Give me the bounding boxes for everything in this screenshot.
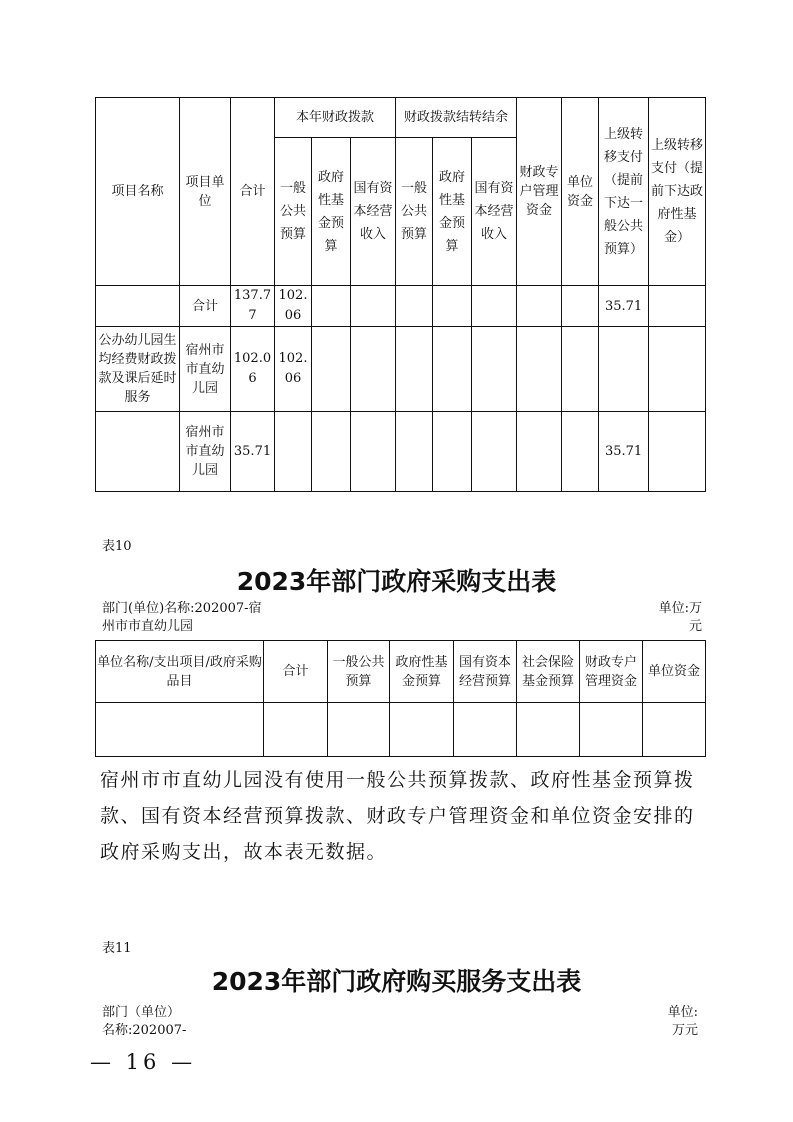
cell-transfer-general: 35.71 xyxy=(599,286,649,327)
header-gov-fund: 政府性基金预算 xyxy=(312,138,351,286)
cell-general-budget xyxy=(275,412,312,492)
department-label: 部门(单位)名称:202007-宿州市市直幼儿园 xyxy=(102,601,262,634)
page-number: — 16 — xyxy=(90,1050,197,1074)
cell-project-unit: 宿州市市直幼儿园 xyxy=(180,327,231,412)
unit-label-line1: 单位: xyxy=(667,1005,698,1020)
department-label-line1: 部门（单位） xyxy=(102,1005,181,1020)
header-state-capital: 国有资本经营收入 xyxy=(351,138,396,286)
header-social-insurance: 社会保险基金预算 xyxy=(517,641,580,703)
table-row xyxy=(96,327,706,412)
header-project-unit: 项目单位 xyxy=(180,98,231,286)
page-title: 2023年部门政府购买服务支出表 xyxy=(211,967,582,996)
header-special-fund: 财政专户管理资金 xyxy=(580,641,643,703)
header-gov-fund: 政府性基金预算 xyxy=(390,641,454,703)
cell-general-budget: 102.06 xyxy=(275,327,312,412)
cell-transfer-general: 35.71 xyxy=(599,412,649,492)
cell-general-budget: 102.06 xyxy=(275,286,312,327)
cell-project-name xyxy=(96,286,180,327)
header-carryover: 财政拨款结转结余 xyxy=(396,98,517,138)
department-label-line2: 名称:202007- xyxy=(102,1023,187,1038)
table-number: 表11 xyxy=(102,941,132,956)
header-special-fund: 财政专户管理资金 xyxy=(517,98,562,286)
header-state-capital-carryover: 国有资本经营收入 xyxy=(472,138,517,286)
cell-project-unit: 合计 xyxy=(180,286,231,327)
cell-total: 35.71 xyxy=(231,412,275,492)
header-gov-fund-carryover: 政府性基金预算 xyxy=(433,138,472,286)
header-unit-name: 单位名称/支出项目/政府采购品目 xyxy=(96,641,264,703)
cell-project-name: 公办幼儿园生均经费财政拨款及课后延时服务 xyxy=(96,327,180,412)
cell-total: 137.77 xyxy=(231,286,275,327)
procurement-table xyxy=(95,640,706,757)
cell-project-unit: 宿州市市直幼儿园 xyxy=(180,412,231,492)
table-row xyxy=(96,412,706,492)
table-number: 表10 xyxy=(102,539,132,554)
header-current-year-allocation: 本年财政拨款 xyxy=(275,98,396,138)
header-state-capital: 国有资本经营预算 xyxy=(454,641,517,703)
header-general-budget: 一般公共预算 xyxy=(275,138,312,286)
project-expenditure-table xyxy=(95,97,706,492)
header-unit-fund: 单位资金 xyxy=(562,98,599,286)
header-unit-fund: 单位资金 xyxy=(643,641,706,703)
cell-project-name xyxy=(96,412,180,492)
header-project-name: 项目名称 xyxy=(96,98,180,286)
no-data-note: 宿州市市直幼儿园没有使用一般公共预算拨款、政府性基金预算拨款、国有资本经营预算拨款、财政专户管理资金和单位资金安排的政府采购支出，故本表无数据。 xyxy=(100,769,695,863)
page-title: 2023年部门政府采购支出表 xyxy=(236,567,557,596)
unit-label: 单位:万元 xyxy=(658,601,702,634)
table-row xyxy=(96,703,706,757)
header-total: 合计 xyxy=(264,641,328,703)
header-general-budget: 一般公共预算 xyxy=(328,641,390,703)
cell-total: 102.06 xyxy=(231,327,275,412)
unit-label-line2: 万元 xyxy=(671,1023,698,1038)
header-transfer-fund: 上级转移支付（提前下达政府性基金） xyxy=(649,98,706,286)
header-total: 合计 xyxy=(231,98,275,286)
header-transfer-general: 上级转移支付（提前下达一般公共预算） xyxy=(599,98,649,286)
cell-transfer-general xyxy=(599,327,649,412)
header-general-budget-carryover: 一般公共预算 xyxy=(396,138,433,286)
table-row xyxy=(96,286,706,327)
